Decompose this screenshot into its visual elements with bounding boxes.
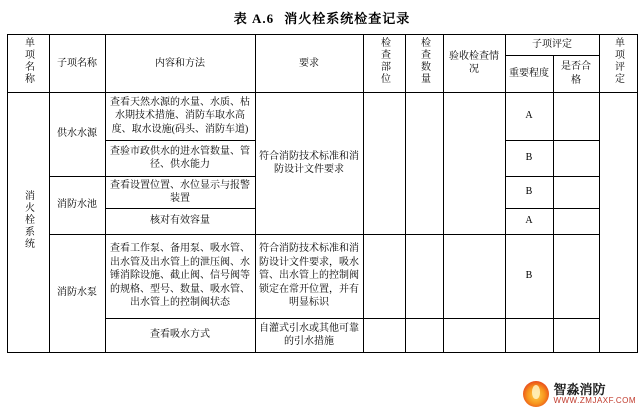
cell-importance: A <box>505 92 553 140</box>
watermark-text <box>553 383 636 405</box>
header-location: 检查部位 <box>363 35 405 93</box>
cell-requirement: 自灌式引水或其他可靠的引水措施 <box>255 318 363 352</box>
cell-content: 查看天然水源的水量、水质、枯水期技术措施、消防车取水高度、取水设施(码头、消防车道) <box>105 92 255 140</box>
header-content-method: 内容和方法 <box>105 35 255 93</box>
table-header-row <box>7 35 637 56</box>
cell-quantity <box>405 92 443 234</box>
header-qualified: 是否合格 <box>553 56 599 92</box>
cell-importance <box>505 318 553 352</box>
header-sub-assessment-group: 子项评定 <box>505 35 599 56</box>
cell-qualified <box>553 92 599 140</box>
cell-importance: A <box>505 208 553 234</box>
cell-importance: B <box>505 176 553 208</box>
table-number: 表 A.6 <box>233 11 275 26</box>
table-title-text: 消火栓系统检查记录 <box>284 11 411 26</box>
header-importance: 重要程度 <box>505 56 553 92</box>
cell-inspection <box>443 92 505 234</box>
table-row <box>7 92 637 140</box>
cell-sub-item: 消防水池 <box>49 176 105 234</box>
table-row <box>7 234 637 318</box>
cell-qualified <box>553 234 599 318</box>
cell-content: 查看工作泵、备用泵、吸水管、出水管及出水管上的泄压阀、水锤消除设施、截止阀、信号阀等的规格、型号、数量、吸水管、出水管上的控制阀状态 <box>105 234 255 318</box>
cell-requirement: 符合消防技术标准和消防设计文件要求，吸水管、出水管上的控制阀锁定在常开位置，并有明显标识 <box>255 234 363 318</box>
watermark <box>523 381 636 407</box>
page-title <box>0 0 644 34</box>
cell-quantity <box>405 234 443 318</box>
header-single-assessment: 单项评定 <box>599 35 637 93</box>
watermark-url: WWW.ZMJAXF.COM <box>553 395 636 405</box>
cell-qualified <box>553 176 599 208</box>
cell-sub-item: 消防水泵 <box>49 234 105 352</box>
flame-icon <box>523 381 549 407</box>
cell-location <box>363 234 405 318</box>
cell-location <box>363 92 405 234</box>
cell-overall-assessment <box>599 92 637 352</box>
header-sub-item: 子项名称 <box>49 35 105 93</box>
header-requirement: 要求 <box>255 35 363 93</box>
cell-content: 核对有效容量 <box>105 208 255 234</box>
header-single-item: 单项名称 <box>7 35 49 93</box>
cell-importance: B <box>505 234 553 318</box>
header-quantity: 检查数量 <box>405 35 443 93</box>
cell-sub-item: 供水水源 <box>49 92 105 176</box>
header-inspection-result: 验收检查情况 <box>443 35 505 93</box>
cell-location <box>363 318 405 352</box>
cell-requirement: 符合消防技术标准和消防设计文件要求 <box>255 92 363 234</box>
cell-section-name: 消火栓系统 <box>7 92 49 352</box>
cell-qualified <box>553 318 599 352</box>
cell-content: 查看设置位置、水位显示与报警装置 <box>105 176 255 208</box>
cell-importance: B <box>505 140 553 176</box>
cell-inspection <box>443 234 505 318</box>
cell-quantity <box>405 318 443 352</box>
watermark-brand: 智淼消防 <box>553 381 606 397</box>
cell-qualified <box>553 140 599 176</box>
cell-content: 查验市政供水的进水管数量、管径、供水能力 <box>105 140 255 176</box>
cell-inspection <box>443 318 505 352</box>
cell-qualified <box>553 208 599 234</box>
cell-content: 查看吸水方式 <box>105 318 255 352</box>
inspection-record-table <box>7 34 638 353</box>
